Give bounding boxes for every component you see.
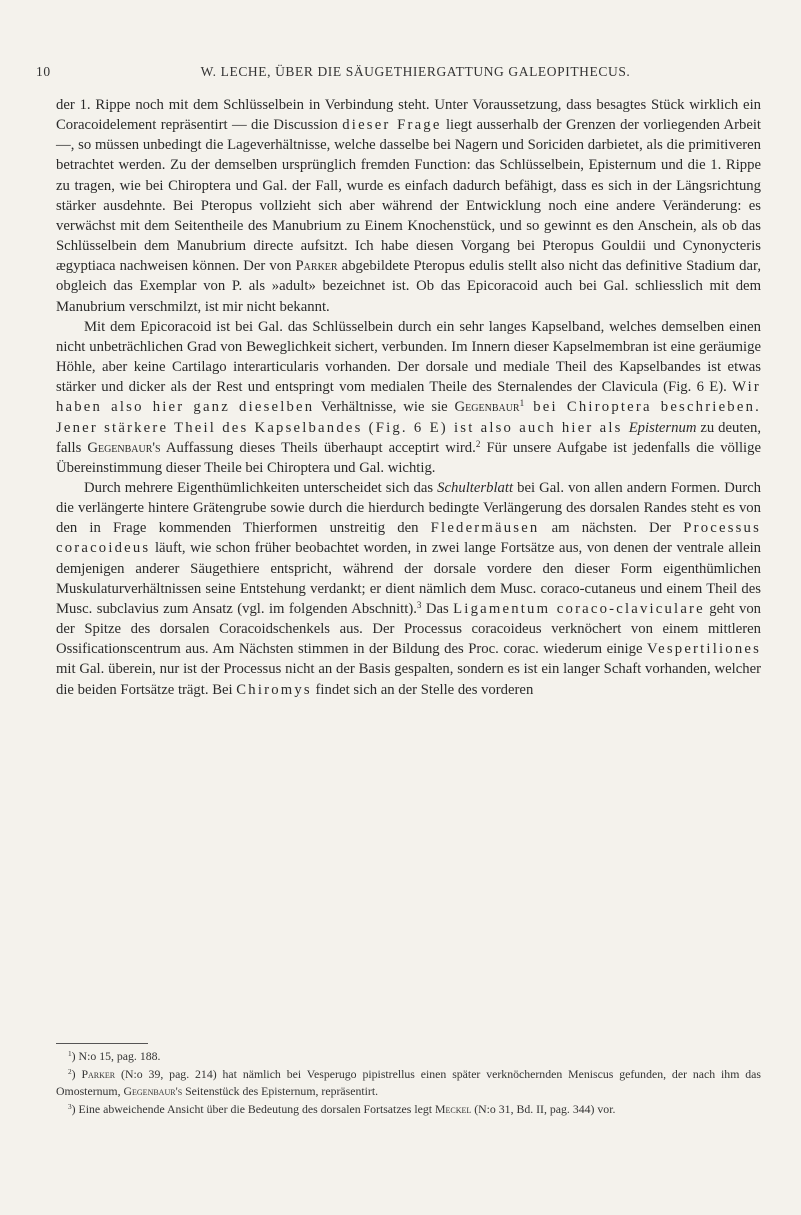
text: abgebildete Pteropus edulis stellt also nicht das definitive Stadium dar, obgleich das Exemplar von P. als »adult» bezeichnet ist. Ob das Epicoracoid auch bei Gal. schliesslich mit dem Manubrium verschmilzt, ist mir nicht bekannt.: [56, 258, 761, 315]
text: läuft, wie schon früher beobachtet worden, in zwei lange Fortsätze aus, von denen der ventrale allein demjenigen anderer Säugethiere entspricht, während der dorsale vordere den dieser Form eigenthümlichen Muskulaturverhältnissen seine Entstehung verdankt; er dient nämlich dem Musc. coraco-cutaneus und einem Theil des Musc. subclavius zum Ansatz (vgl. im folgenden Abschnitt).: [56, 540, 761, 617]
italic-term: Episternum: [628, 419, 697, 436]
text: Durch mehrere Eigenthümlichkeiten unterscheidet sich das: [84, 479, 438, 496]
footnote-ref[interactable]: 1: [519, 398, 525, 409]
footnote-text: (N:o 31, Bd. II, pag. 344) vor.: [471, 1101, 616, 1116]
paragraph-1: [56, 95, 761, 317]
spaced-text: Processus coracoideus: [56, 520, 761, 557]
spaced-text: Wir haben also hier ganz dieselben: [56, 379, 761, 416]
footnote-ref[interactable]: 3: [416, 599, 422, 610]
text: findet sich an der Stelle des vorderen: [311, 681, 534, 698]
text: zu deuten, falls: [56, 419, 761, 456]
text: Für unsere Aufgabe ist jedenfalls die völlige Übereinstimmung dieser Theile bei Chiroptera und Gal. wichtig.: [56, 439, 761, 476]
spaced-text: Ligamentum coraco-claviculare: [453, 600, 705, 617]
page-number: 10: [36, 64, 51, 79]
text: bei Gal. von allen andern Formen. Durch die verlängerte hintere Grätengrube sowie durch die hierdurch bedingte Verlängerung des dorsalen Randes steht es von den in Frage kommenden Thierformen unstreitig den: [56, 479, 761, 537]
footnote-text: Eine abweichende Ansicht über die Bedeutung des dorsalen Fortsatzes legt: [78, 1101, 435, 1116]
footnotes: [56, 1048, 761, 1118]
text: Verhältnisse, wie sie: [314, 399, 455, 416]
footnote-ref[interactable]: 2: [475, 438, 481, 449]
footnote-mark: 3: [68, 1101, 72, 1111]
spaced-text: Vespertiliones: [646, 641, 761, 658]
spaced-text: Chiromys: [236, 681, 312, 698]
footnote-mark: 2: [68, 1066, 72, 1076]
paragraph-2: [56, 317, 761, 478]
text: Das: [421, 600, 454, 617]
text: der 1. Rippe noch mit dem Schlüsselbein in Verbindung steht. Unter Voraussetzung, dass besagtes Stück wirklich ein Coracoidelement repräsentirt — die Discussion: [56, 97, 761, 134]
text: liegt ausserhalb der Grenzen der vorliegenden Arbeit —, so müssen unbedingt die Lageverhältnisse, welche dasselbe bei Nagern und Soriciden darbietet, als die primitiveren betrachtet werden. Zu der demselben ursprünglich fremden Function: das Schlüsselbein, Episternum und die 1. Rippe zu tragen, wie bei Chiroptera und Gal. der Fall, wurde es einfach dadurch befähigt, dass es sich in der Längsrichtung stärker ausdehnte. Bei Pteropus vollzieht sich aber während der Entwicklung noch eine andere Veränderung: es verwächst mit dem Seitentheile des Manubrium zu Einem Knochenstück, und so gewinnt es den Anschein, als ob das Schlüsselbein dem Manubrium directe aufsitzt. Ich habe diesen Vorgang bei Pteropus Gouldii und Cynonycteris ægyptiaca nachweisen können. Der von: [56, 117, 762, 275]
author-name: Gegenbaur's: [87, 439, 161, 456]
text: geht von der Spitze des dorsalen Coracoidschenkels aus. Der Processus coracoideus verknöchert von einem mittleren Ossificationscentrum aus. Am Nächsten stimmen in der Bildung des Proc. corac. wiederum einige: [56, 600, 762, 658]
author-name: Parker: [295, 258, 338, 275]
author-name: Meckel: [434, 1101, 472, 1116]
footnote-1: $^1$) N:o 15, pag. 188.: [68, 1048, 161, 1063]
author-name: Gegenbaur: [454, 399, 520, 416]
footnote-text: N:o 15, pag. 188.: [78, 1049, 161, 1063]
footnote-2: $^2$) Parker (N:o 39, pag. 214) hat nämlich bei Vesperugo pipistrellus einen später verknöchernden Meniscus gefunden, der nach ihm das Omosternum, Gegenbaur's Seitenstück des Episternum, repräsentirt.: [56, 1066, 761, 1098]
running-title: W. LECHE, ÜBER DIE SÄUGETHIERGATTUNG GALEOPITHECUS.: [200, 64, 631, 79]
footnote-3: $^3$) Eine abweichende Ansicht über die Bedeutung des dorsalen Fortsatzes legt Meckel (N:o 31, Bd. II, pag. 344) vor.: [68, 1101, 616, 1116]
author-name: Gegenbaur's: [123, 1084, 183, 1098]
footnote-divider: [56, 1043, 148, 1044]
spaced-text: bei Chiroptera beschrieben. Jener stärkere Theil des Kapselbandes (Fig. 6 E) ist also auch hier als: [56, 399, 761, 436]
footnote-mark: 1: [68, 1048, 72, 1058]
footnote-text: Seitenstück des Episternum, repräsentirt.: [182, 1084, 379, 1098]
body-text: [56, 95, 761, 700]
footnote-text: (N:o 39, pag. 214) hat nämlich bei Vesperugo pipistrellus einen später verknöchernden Meniscus gefunden, der nach ihm das Omosternum,: [56, 1066, 761, 1098]
running-header: [36, 64, 765, 80]
paragraph-3: [56, 478, 761, 700]
text: mit Gal. überein, nur ist der Processus nicht an der Basis gespalten, sondern es ist ein langer Schaft vorhanden, welcher die beiden Fortsätze trägt. Bei: [56, 661, 761, 698]
text: Mit dem Epicoracoid ist bei Gal. das Schlüsselbein durch ein sehr langes Kapselband, welches demselben einen nicht unbeträchlichen Grad von Beweglichkeit sichert, verbunden. Im Innern dieser Kapselmembran ist eine geräumige Höhle, aber keine Cartilago interarticularis vorhanden. Der dorsale und mediale Theil des Kapselbandes ist etwas stärker und dicker als der Rest und entspringt vom medialen Theile des Sternalendes der Clavicula (Fig. 6 E).: [56, 318, 761, 396]
spaced-text: Fledermäusen: [430, 520, 540, 537]
spaced-text: dieser Frage: [342, 117, 442, 134]
text: Auffassung dieses Theils überhaupt acceptirt wird.: [160, 439, 476, 456]
italic-term: Schulterblatt: [437, 479, 514, 496]
text: am nächsten. Der: [539, 520, 684, 537]
author-name: Parker: [81, 1066, 116, 1081]
